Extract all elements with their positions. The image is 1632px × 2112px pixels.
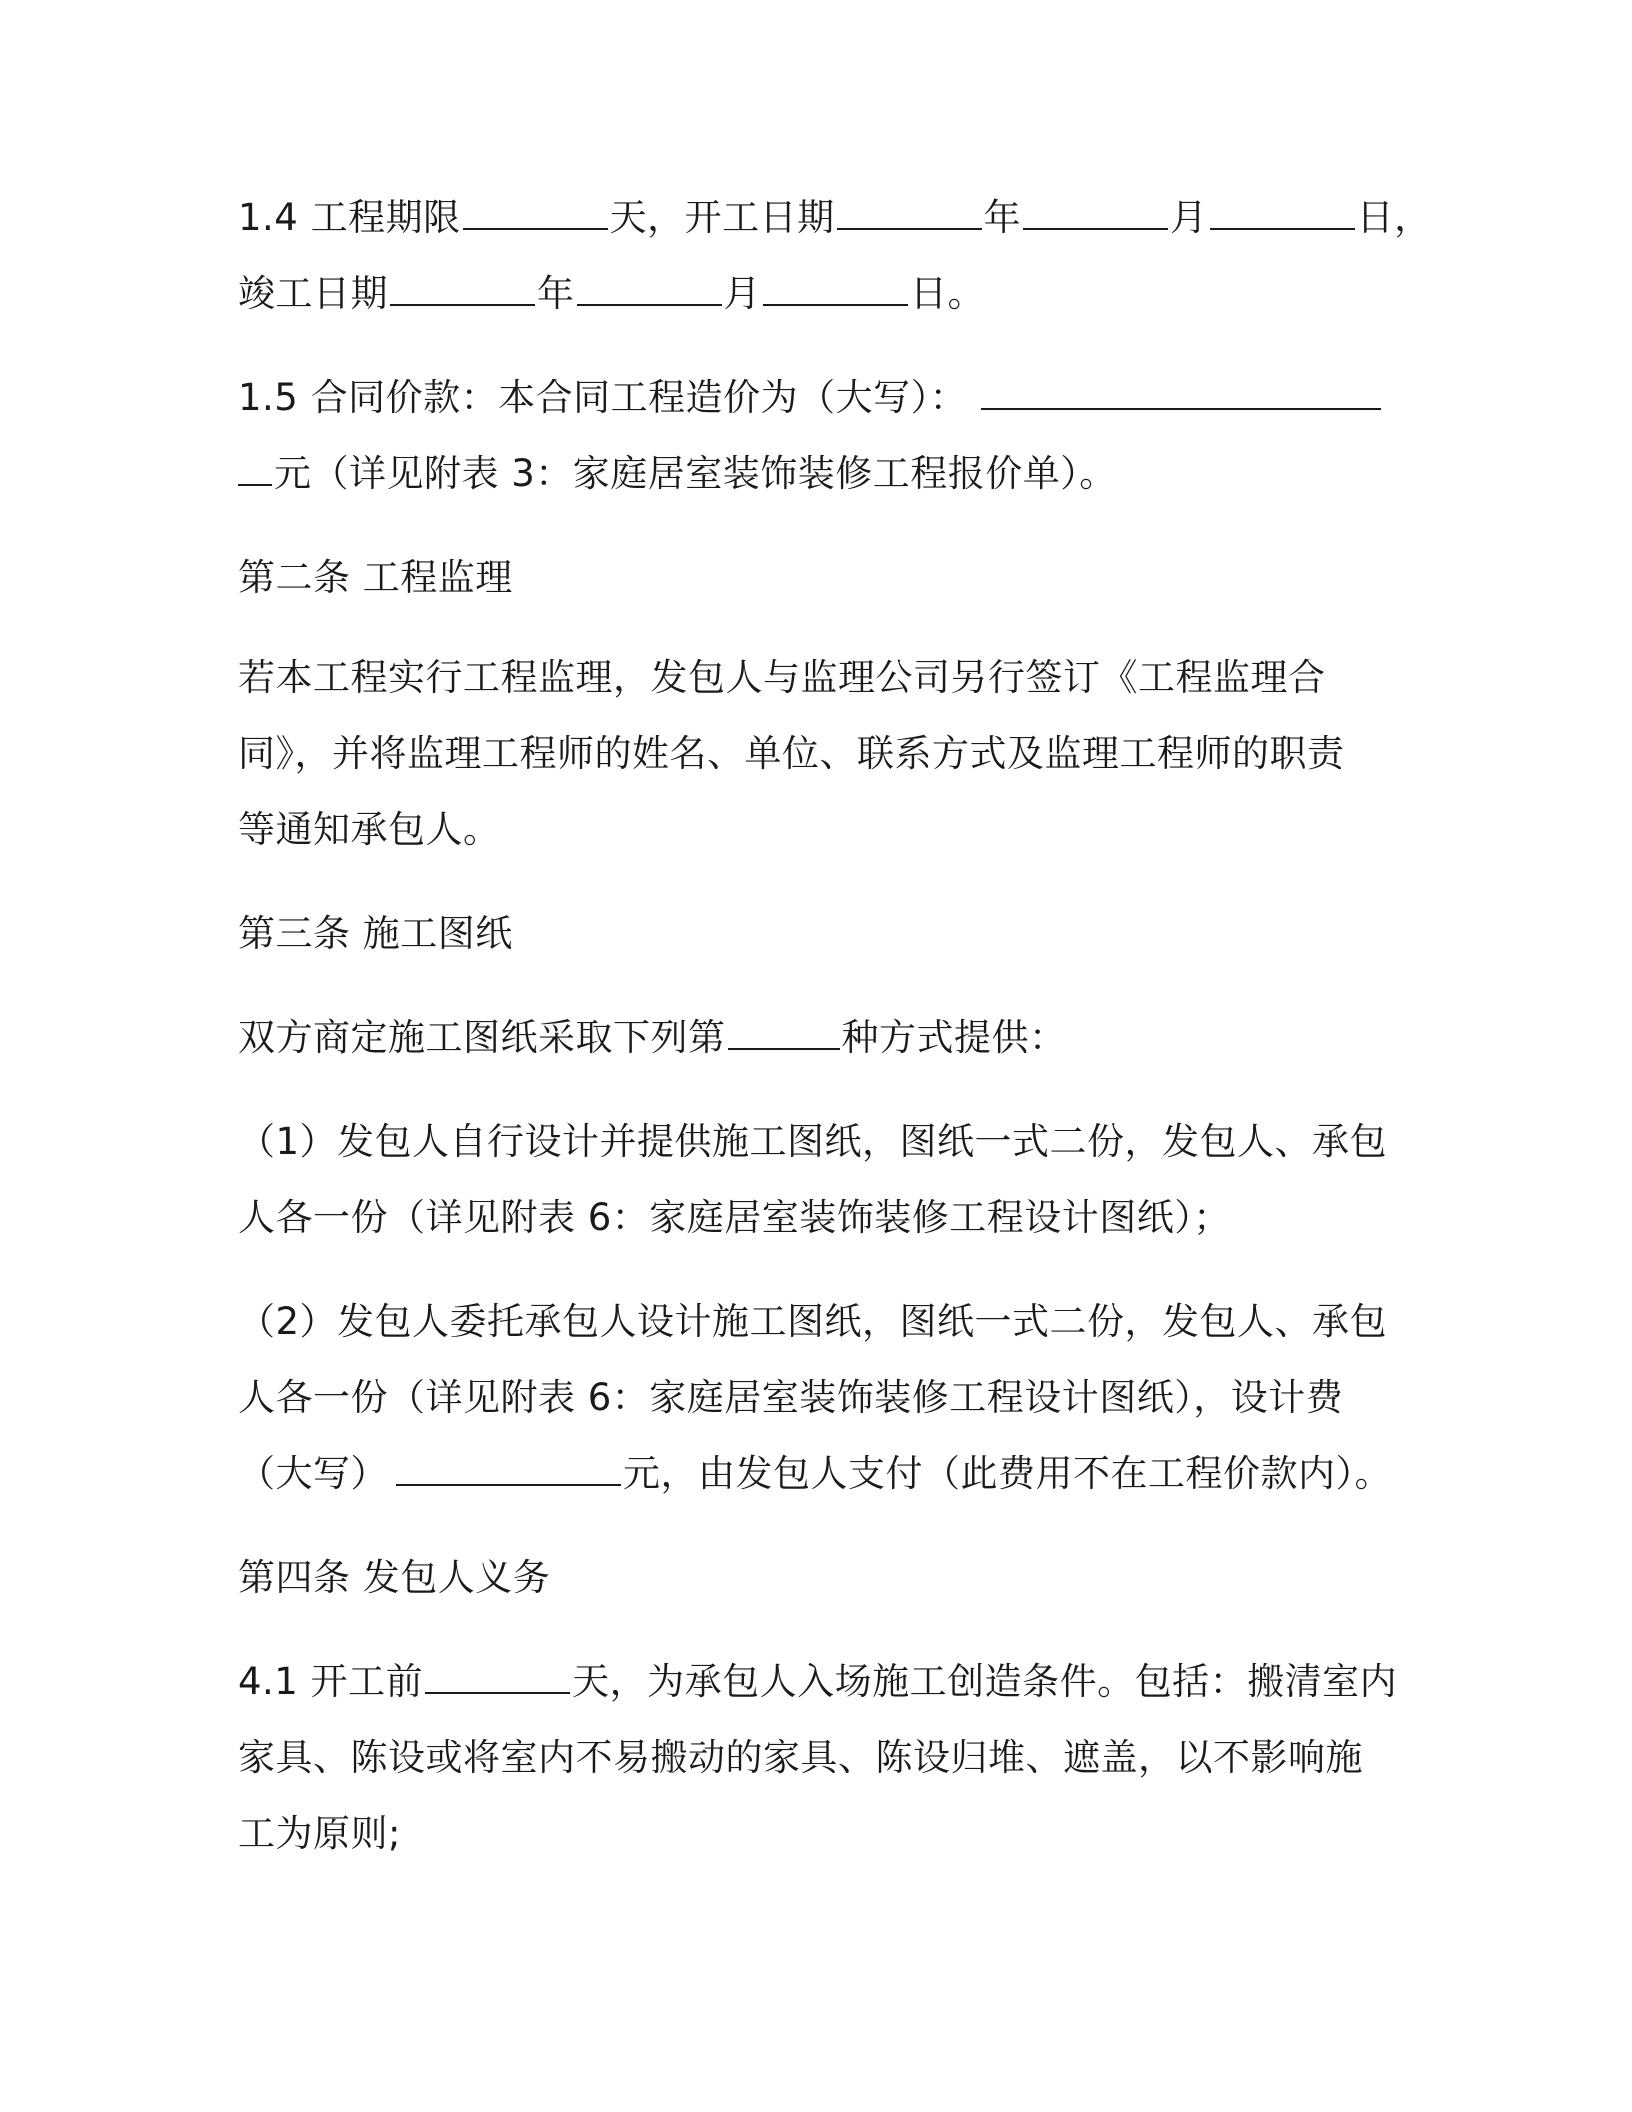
blank-prep-days[interactable] (425, 1660, 570, 1694)
article-3-intro: 双方商定施工图纸采取下列第 种方式提供： (238, 1016, 1067, 1059)
article-2-para-line-3: 等通知承包人。 (238, 808, 501, 851)
blank-start-year[interactable] (837, 196, 982, 230)
article-2-para-line-1: 若本工程实行工程监理，发包人与监理公司另行签订《工程监理合 (238, 656, 1326, 699)
option-1-line-1: （1）发包人自行设计并提供施工图纸，图纸一式二份，发包人、承包 (238, 1120, 1388, 1163)
blank-finish-year[interactable] (390, 272, 535, 306)
blank-start-day[interactable] (1210, 196, 1355, 230)
option-1-line-2: 人各一份（详见附表 6：家庭居室装饰装修工程设计图纸）； (238, 1196, 1231, 1239)
article-2-para-line-2: 同》，并将监理工程师的姓名、单位、联系方式及监理工程师的职责 (238, 732, 1345, 775)
blank-design-fee[interactable] (396, 1452, 621, 1486)
clause-4-1-line-3: 工为原则; (238, 1812, 401, 1855)
clause-1-5-line-1: 1.5 合同价款：本合同工程造价为（大写）： (238, 374, 1383, 422)
blank-finish-day[interactable] (763, 272, 908, 306)
clause-1-4-line-1: 1.4 工程期限 天，开工日期 年 月 日， (238, 196, 1432, 239)
option-2-line-1: （2）发包人委托承包人设计施工图纸，图纸一式二份，发包人、承包 (238, 1300, 1388, 1343)
blank-drawing-option[interactable] (728, 1016, 840, 1050)
blank-contract-price[interactable] (981, 376, 1381, 410)
clause-1-4-line-2: 竣工日期 年 月 日。 (238, 272, 985, 315)
article-4-heading: 第四条 发包人义务 (238, 1556, 551, 1599)
option-2-line-2: 人各一份（详见附表 6：家庭居室装饰装修工程设计图纸），设计费 (238, 1376, 1344, 1419)
clause-1-5-line-2: 元（详见附表 3：家庭居室装饰装修工程报价单）。 (238, 450, 1117, 498)
blank-duration-days[interactable] (463, 196, 608, 230)
blank-start-month[interactable] (1023, 196, 1168, 230)
option-2-line-3: （大写） 元，由发包人支付（此费用不在工程价款内）。 (238, 1452, 1392, 1495)
clause-4-1-line-1: 4.1 开工前 天，为承包人入场施工创造条件。包括：搬清室内 (238, 1660, 1398, 1703)
blank-contract-price-cont[interactable] (238, 452, 272, 486)
article-2-heading: 第二条 工程监理 (238, 556, 513, 599)
article-3-heading: 第三条 施工图纸 (238, 912, 513, 955)
blank-finish-month[interactable] (577, 272, 722, 306)
clause-4-1-line-2: 家具、陈设或将室内不易搬动的家具、陈设归堆、遮盖，以不影响施 (238, 1736, 1363, 1779)
